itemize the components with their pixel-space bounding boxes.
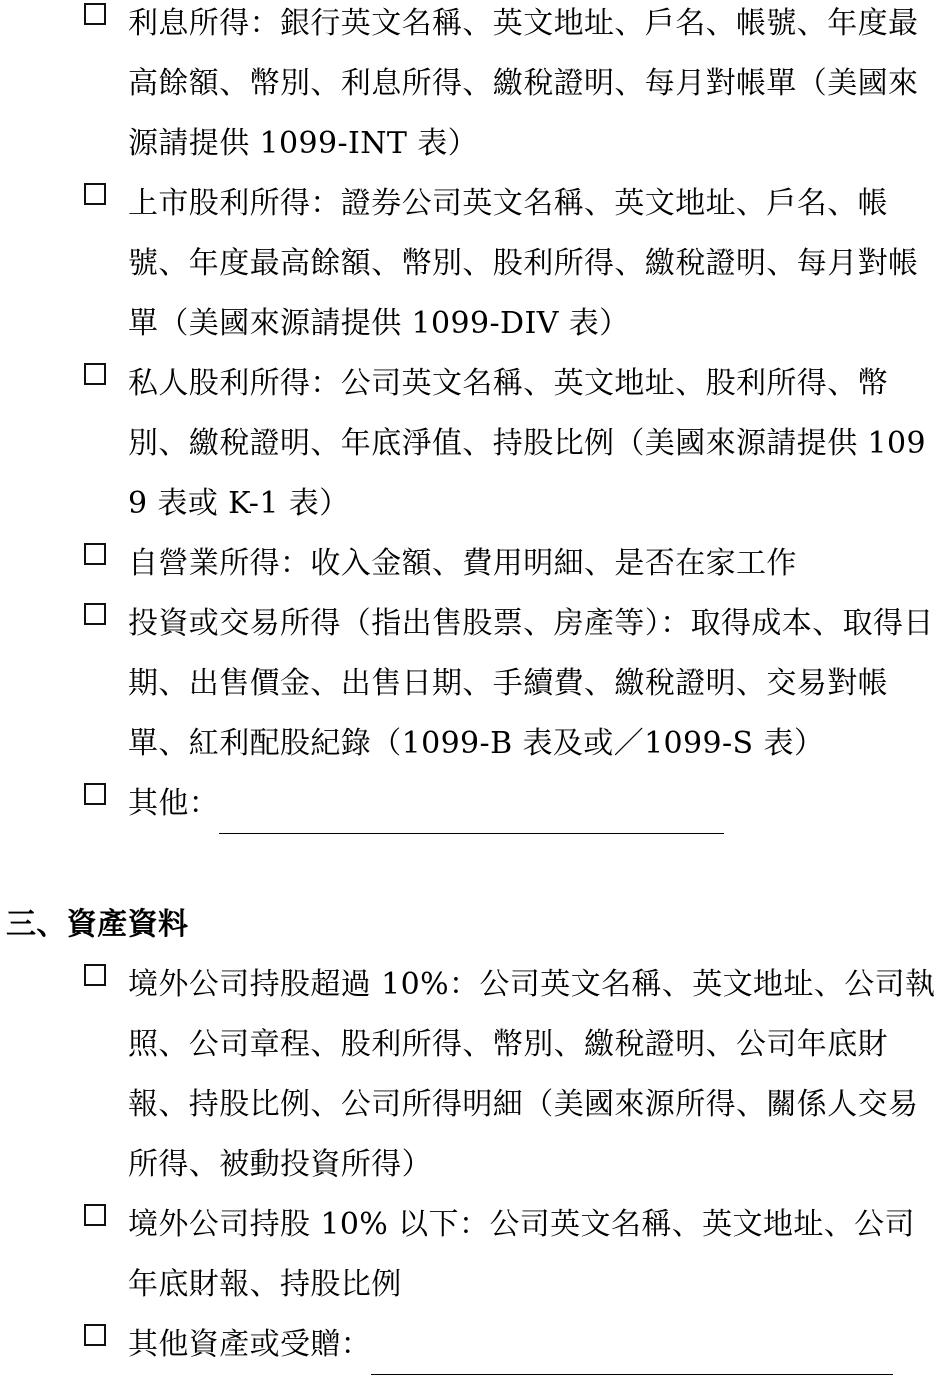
- other-income-blank-field[interactable]: [219, 789, 724, 834]
- item-label: 其他：: [128, 786, 220, 821]
- checklist-item-investment-trading-income[interactable]: [84, 594, 936, 774]
- checkbox[interactable]: [84, 964, 106, 986]
- checkbox[interactable]: [84, 183, 106, 205]
- item-label: 自營業所得：收入金額、費用明細、是否在家工作: [128, 546, 797, 581]
- section-heading-assets: 三、資產資料: [6, 907, 189, 942]
- checklist-item-interest-income[interactable]: [84, 0, 936, 174]
- item-label: 上市股利所得：證券公司英文名稱、英文地址、戶名、帳號、年度最高餘額、幣別、股利所得、繳稅證明、每月對帳單（美國來源請提供 1099-DIV 表）: [128, 186, 919, 341]
- checkbox[interactable]: [84, 1204, 106, 1226]
- checklist-item-listed-dividend-income[interactable]: [84, 174, 936, 354]
- item-label-wrapper: [128, 1315, 936, 1375]
- item-label: 其他資產或受贈：: [128, 1327, 372, 1362]
- item-label: 利息所得：銀行英文名稱、英文地址、戶名、帳號、年度最高餘額、幣別、利息所得、繳稅證明、每月對帳單（美國來源請提供 1099-INT 表）: [128, 6, 919, 161]
- checkbox[interactable]: [84, 783, 106, 805]
- checkbox[interactable]: [84, 603, 106, 625]
- checklist-item-foreign-company-over-10[interactable]: [84, 955, 936, 1195]
- other-assets-blank-field[interactable]: [371, 1330, 893, 1375]
- checkbox[interactable]: [84, 3, 106, 25]
- checklist-item-private-dividend-income[interactable]: [84, 354, 936, 534]
- item-label: 境外公司持股超過 10%：公司英文名稱、英文地址、公司執照、公司章程、股利所得、幣別、繳稅證明、公司年底財報、持股比例、公司所得明細（美國來源所得、關係人交易所得、被動投資所得）: [128, 967, 936, 1182]
- item-label: 投資或交易所得（指出售股票、房產等）：取得成本、取得日期、出售價金、出售日期、手續費、繳稅證明、交易對帳單、紅利配股紀錄（1099-B 表及或／1099-S 表）: [128, 606, 934, 761]
- checkbox[interactable]: [84, 543, 106, 565]
- checkbox[interactable]: [84, 1324, 106, 1346]
- checklist-item-self-employment-income[interactable]: [84, 534, 936, 594]
- checklist-item-foreign-company-under-10[interactable]: [84, 1195, 936, 1315]
- checkbox[interactable]: [84, 363, 106, 385]
- checklist-item-other-income[interactable]: [84, 774, 936, 834]
- item-label-wrapper: [128, 774, 936, 834]
- item-label: 境外公司持股 10% 以下：公司英文名稱、英文地址、公司年底財報、持股比例: [128, 1207, 915, 1302]
- item-label: 私人股利所得：公司英文名稱、英文地址、股利所得、幣別、繳稅證明、年底淨值、持股比例（美國來源請提供 1099 表或 K-1 表）: [128, 366, 926, 521]
- checklist-item-other-assets-gifts[interactable]: [84, 1315, 936, 1375]
